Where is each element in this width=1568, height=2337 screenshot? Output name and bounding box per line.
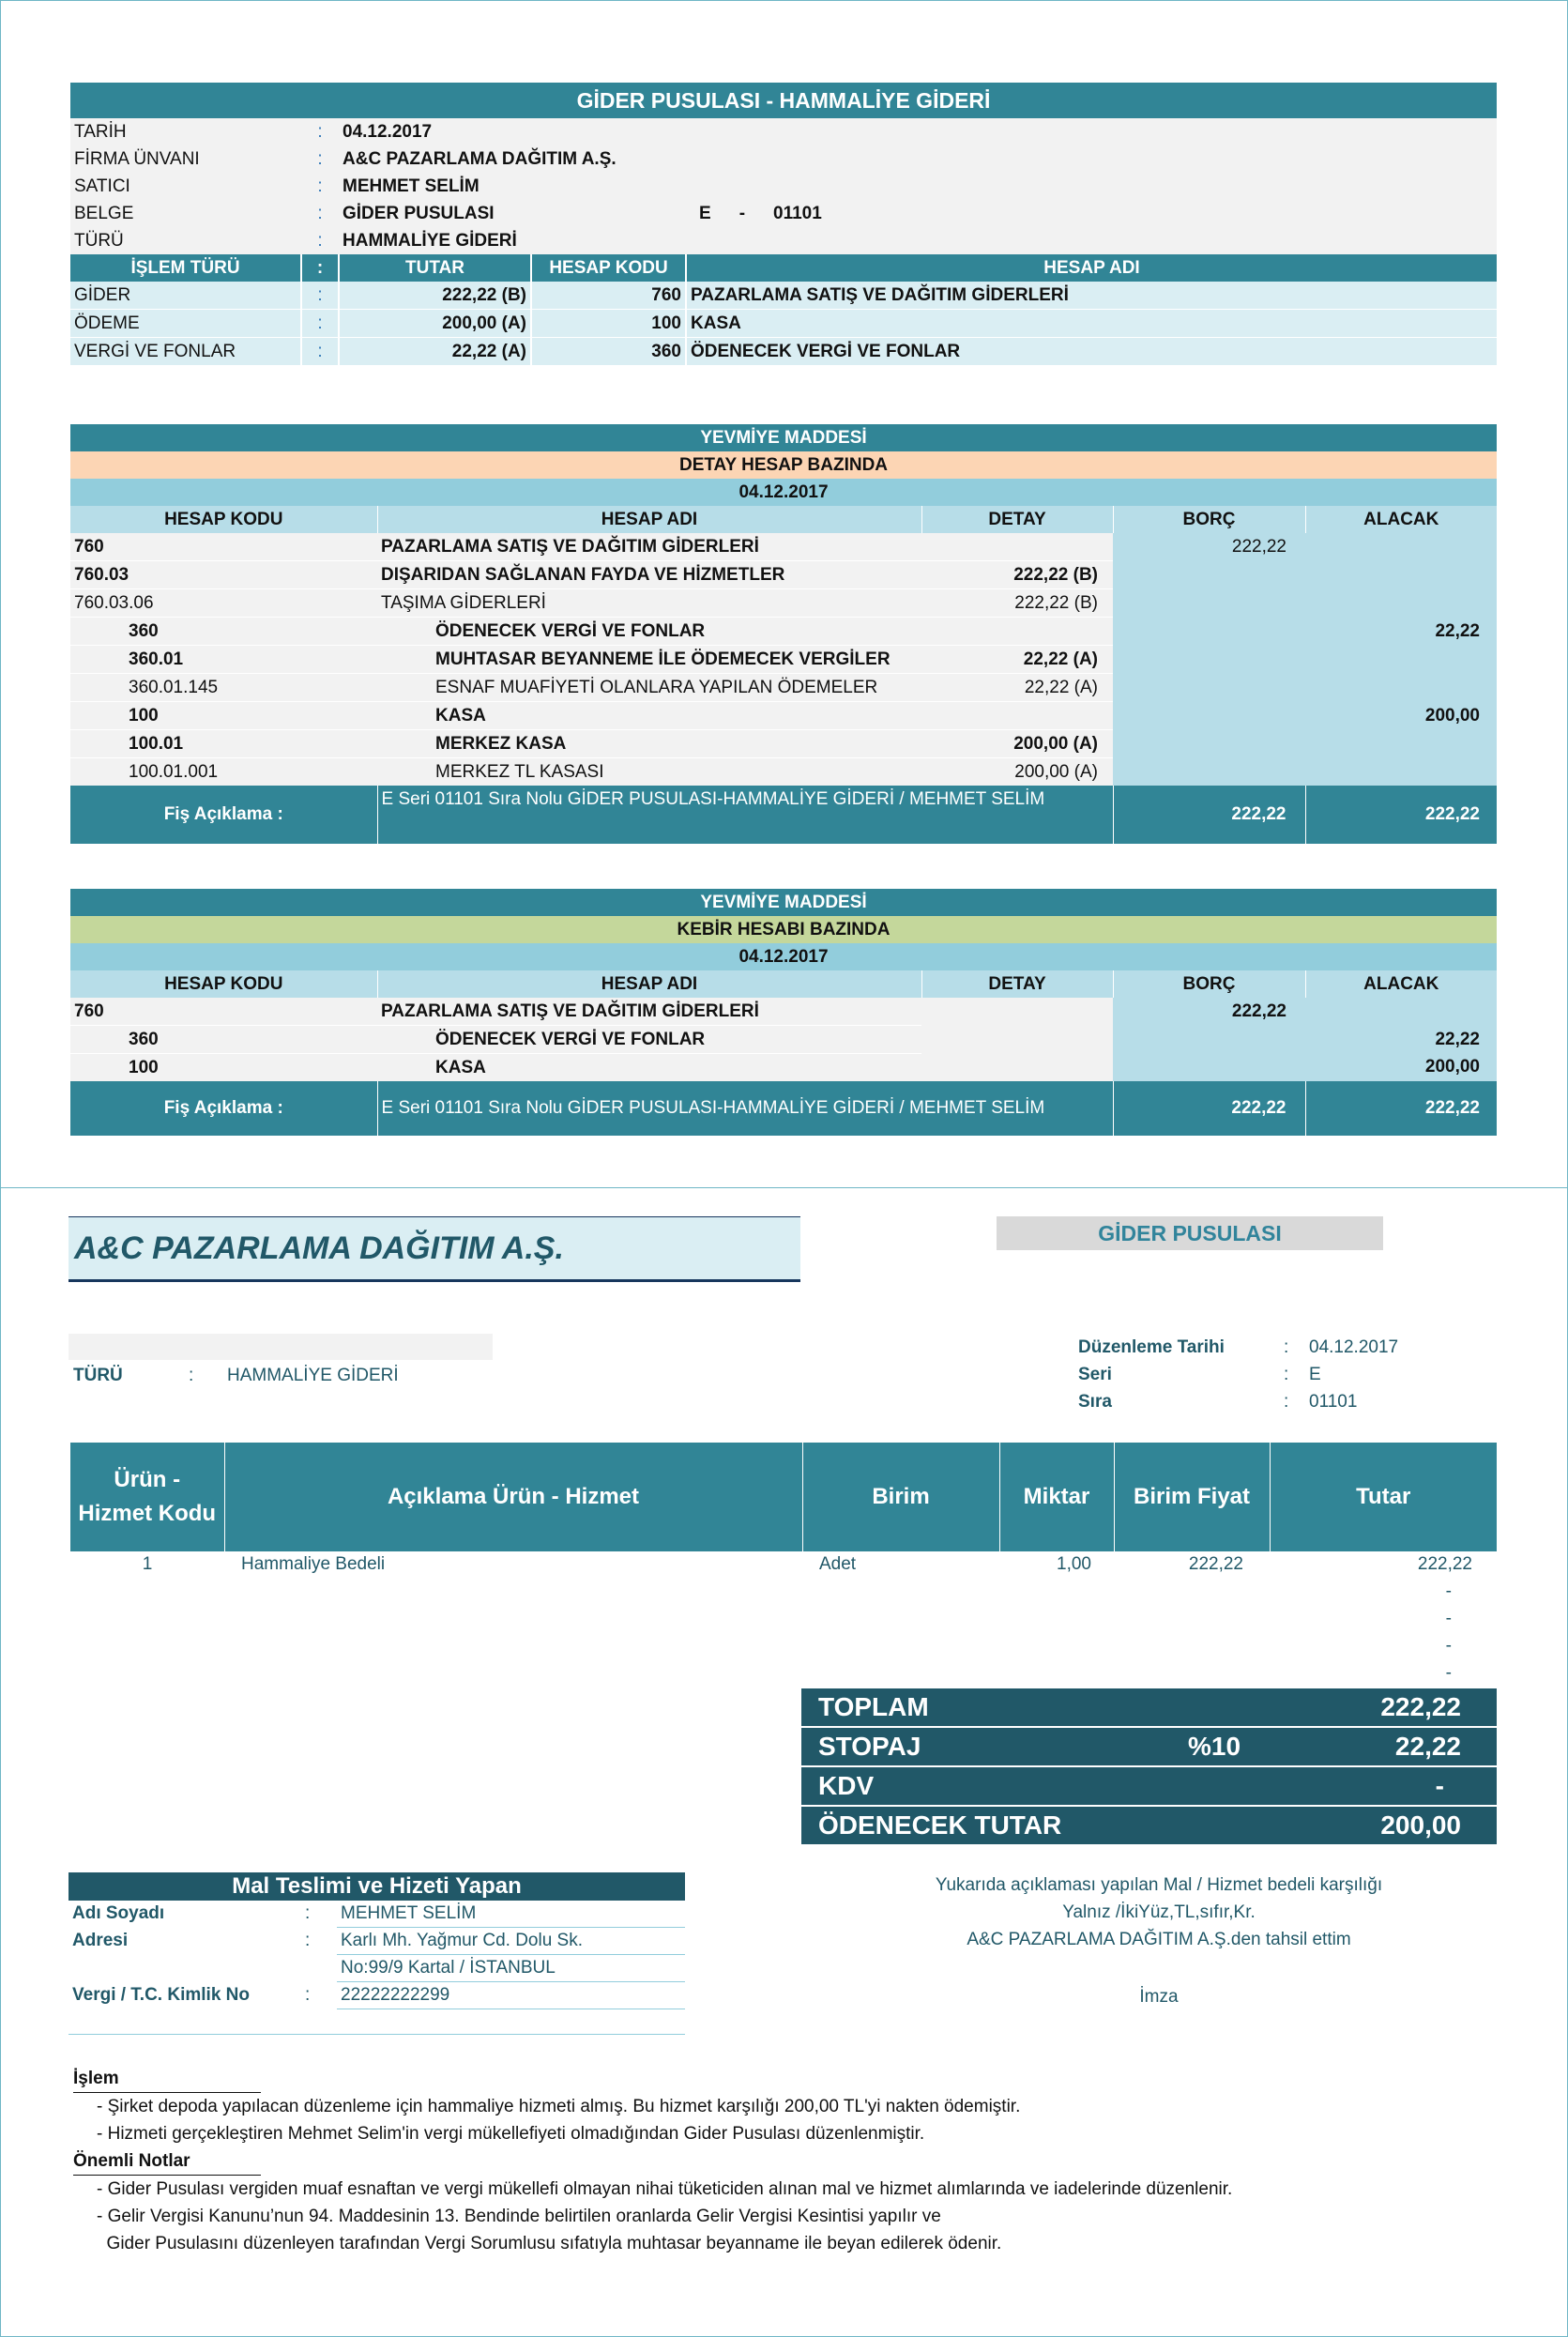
table-row: 360.01.145 ESNAF MUAFİYETİ OLANLARA YAPILAN ÖDEMELER 22,22 (A) [70,674,1497,702]
page-divider [0,1187,1568,1188]
table-row: - [1445,1608,1452,1628]
totals-box [801,1688,1497,1846]
items-header: Ürün - Hizmet Kodu Açıklama Ürün - Hizmet Birim Miktar Birim Fiyat Tutar [70,1443,1497,1551]
fis-description: E Seri 01101 Sıra Nolu GİDER PUSULASI-HAMMALİYE GİDERİ / MEHMET SELİM [377,1081,1113,1136]
list-item: - Gelir Vergisi Kanunu’nun 94. Maddesinin 13. Bendinde belirtilen oranlarda Gelir Vergisi Kesintisi yapılır ve [97,2207,941,2226]
supplier-title: Mal Teslimi ve Hizeti Yapan [69,1872,685,1901]
info-row: TARİH : 04.12.2017 [70,118,1497,145]
table-row: - [1445,1581,1452,1601]
list-item: - Şirket depoda yapılacan düzenleme için hammaliye hizmeti almış. Bu hizmet karşılığı 200,00 TL'yi nakten ödemiştir. [97,2097,1021,2116]
turu-colon: : [189,1366,194,1385]
kdv-row: KDV - [801,1766,1497,1806]
turu-label: TÜRÜ [73,1366,123,1385]
notes-block [73,2065,1232,2257]
table-row: - [1445,1662,1452,1683]
blank-field [69,1334,493,1360]
table-row: 360 ÖDENECEK VERGİ VE FONLAR 22,22 [70,618,1497,646]
table-row: 100 KASA 200,00 [70,702,1497,730]
sira-value: 01101 [1309,1392,1358,1412]
company-name-box [69,1216,800,1282]
islem-heading: İşlem [73,2065,261,2093]
islem-row: VERGİ VE FONLAR : 22,22 (A) 360 ÖDENECEK VERGİ VE FONLAR [70,338,1497,366]
detay-title: YEVMİYE MADDESİ [70,424,1497,451]
items-table [70,1443,1497,1687]
colon: : [1284,1392,1289,1412]
supplier-row: No:99/9 Kartal / İSTANBUL [69,1955,685,1982]
list-item: - Hizmeti gerçekleştiren Mehmet Selim'in vergi mükellefiyeti olmadığından Gider Pusulası düzenlenmiştir. [97,2124,925,2144]
islem-header-row: İŞLEM TÜRÜ : TUTAR HESAP KODU HESAP ADI [70,254,1497,282]
fis-label: Fiş Açıklama : [163,804,283,824]
duzenleme-value: 04.12.2017 [1309,1337,1399,1357]
stopaj-row: STOPAJ %10 22,22 [801,1727,1497,1766]
signature-label: İmza [1139,1987,1179,2007]
receipt-line: A&C PAZARLAMA DAĞITIM A.Ş.den tahsil ettim [967,1930,1351,1949]
sira-label: Sıra [1078,1392,1112,1412]
info-row: SATICI : MEHMET SELİM [70,173,1497,200]
info-row: FİRMA ÜNVANI : A&C PAZARLAMA DAĞITIM A.Ş. [70,145,1497,173]
summary-block [70,83,1497,365]
supplier-row: Vergi / T.C. Kimlik No : 22222222299 [69,1982,685,2009]
receipt-line: Yalnız /İkiYüz,TL,sıfır,Kr. [1062,1902,1256,1922]
table-row: 100.01 MERKEZ KASA 200,00 (A) [70,730,1497,758]
odenecek-row: ÖDENECEK TUTAR 200,00 [801,1806,1497,1845]
detay-subtitle: DETAY HESAP BAZINDA [70,451,1497,479]
total-row: TOPLAM 222,22 [801,1688,1497,1727]
seri-label: Seri [1078,1365,1112,1384]
table-row: 360.01 MUHTASAR BEYANNEME İLE ÖDEMECEK VERGİLER 22,22 (A) [70,646,1497,674]
colon: : [1284,1365,1289,1384]
supplier-row: Adı Soyadı : MEHMET SELİM [69,1901,685,1928]
belge-dash: - [738,203,746,223]
colon: : [1284,1337,1289,1357]
table-row: 360 ÖDENECEK VERGİ VE FONLAR 22,22 [70,1026,1497,1054]
table-row: 100 KASA 200,00 [70,1054,1497,1082]
kebir-journal-block [70,889,1497,1136]
kebir-title: YEVMİYE MADDESİ [70,889,1497,916]
duzenleme-label: Düzenleme Tarihi [1078,1337,1225,1357]
turu-value: HAMMALİYE GİDERİ [227,1366,399,1385]
onemli-heading: Önemli Notlar [73,2147,261,2176]
kebir-date: 04.12.2017 [70,943,1497,970]
table-row: - [1445,1635,1452,1656]
fis-aciklama-row: Fiş Açıklama : E Seri 01101 Sıra Nolu GİDER PUSULASI-HAMMALİYE GİDERİ / MEHMET SELİM 222,22 222,22 [70,786,1497,844]
fis-aciklama-row: Fiş Açıklama : E Seri 01101 Sıra Nolu GİDER PUSULASI-HAMMALİYE GİDERİ / MEHMET SELİM 222,22 222,22 [70,1081,1497,1136]
receipt-line: Yukarıda açıklaması yapılan Mal / Hizmet bedeli karşılığı [935,1875,1383,1895]
company-name: A&C PAZARLAMA DAĞITIM A.Ş. [74,1230,564,1266]
detay-col-headers: HESAP KODU HESAP ADI DETAY BORÇ ALACAK [70,506,1497,533]
islem-row: GİDER : 222,22 (B) 760 PAZARLAMA SATIŞ VE DAĞITIM GİDERLERİ [70,282,1497,310]
table-row: 760.03 DIŞARIDAN SAĞLANAN FAYDA VE HİZMETLER 222,22 (B) [70,561,1497,589]
table-row: 760 PAZARLAMA SATIŞ VE DAĞITIM GİDERLERİ 222,22 [70,998,1497,1026]
table-row: 760 PAZARLAMA SATIŞ VE DAĞITIM GİDERLERİ 222,22 [70,533,1497,561]
list-item: Gider Pusulasını düzenleyen tarafından Vergi Sorumlusu sıfatıyla muhtasar beyanname ile beyan edilerek ödenir. [97,2234,1002,2253]
supplier-block [69,1872,685,2035]
kebir-subtitle: KEBİR HESABI BAZINDA [70,916,1497,943]
supplier-row: Adresi : Karlı Mh. Yağmur Cd. Dolu Sk. [69,1928,685,1955]
belge-seri: E [699,203,711,223]
info-row: BELGE : GİDER PUSULASI E - 01101 [70,200,1497,227]
table-row: 100.01.001 MERKEZ TL KASASI 200,00 (A) [70,758,1497,787]
table-row: 760.03.06 TAŞIMA GİDERLERİ 222,22 (B) [70,589,1497,618]
summary-title: GİDER PUSULASI - HAMMALİYE GİDERİ [70,83,1497,118]
islem-row: ÖDEME : 200,00 (A) 100 KASA [70,310,1497,338]
fis-description: E Seri 01101 Sıra Nolu GİDER PUSULASI-HAMMALİYE GİDERİ / MEHMET SELİM [377,786,1113,844]
doc-title: GİDER PUSULASI [997,1216,1383,1250]
list-item: - Gider Pusulası vergiden muaf esnaftan ve vergi mükellefi olmayan nihai tüketiciden alınan mal ve hizmet alımlarında ve iadelerinde düzenlenir. [97,2179,1233,2199]
info-row: TÜRÜ : HAMMALİYE GİDERİ [70,227,1497,254]
seri-value: E [1309,1365,1321,1384]
belge-sira: 01101 [773,203,822,223]
detay-date: 04.12.2017 [70,479,1497,506]
kebir-col-headers: HESAP KODU HESAP ADI DETAY BORÇ ALACAK [70,970,1497,998]
fis-label: Fiş Açıklama : [163,1098,283,1118]
table-row: 1 Hammaliye Bedeli Adet 1,00 222,22 222,22 [142,1554,1472,1574]
detay-journal-block [70,424,1497,844]
